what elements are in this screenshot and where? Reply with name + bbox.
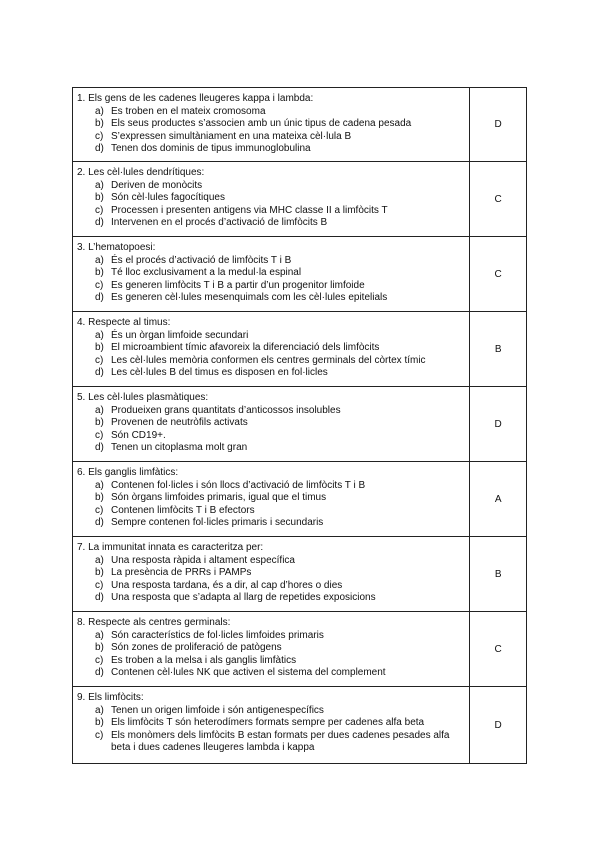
answer-cell: C: [470, 162, 527, 237]
option-letter: c): [95, 579, 104, 591]
option-item: [95, 180, 465, 193]
option-item: [95, 717, 465, 730]
answer-cell: A: [470, 462, 527, 537]
option-letter: c): [95, 729, 104, 741]
option-letter: a): [95, 704, 104, 716]
option-item: [95, 667, 465, 680]
option-item: [95, 205, 465, 218]
question-stem: 8. Respecte als centres germinals:: [77, 617, 231, 628]
option-letter: d): [95, 143, 104, 155]
option-letter: c): [95, 130, 104, 142]
option-list: [77, 255, 465, 305]
option-letter: a): [95, 105, 104, 117]
question-cell: [73, 387, 470, 462]
option-list: [77, 705, 465, 755]
option-text: Es generen limfòcits T i B a partir d’un progenitor limfoide: [111, 279, 365, 291]
option-text: Són CD19+.: [111, 429, 166, 441]
option-letter: d): [95, 367, 104, 379]
option-text: Sempre contenen fol·licles primaris i secundaris: [111, 517, 324, 529]
option-list: [77, 106, 465, 156]
option-text: Tenen dos dominis de tipus immunoglobulina: [111, 143, 311, 155]
question-row: [73, 88, 527, 162]
option-text: Es troben a la melsa i als ganglis limfàtics: [111, 654, 297, 666]
option-item: [95, 192, 465, 205]
option-text: Els limfòcits T són heterodímers formats sempre per cadenes alfa beta: [111, 717, 425, 729]
option-letter: b): [95, 492, 104, 504]
option-item: [95, 705, 465, 718]
question-stem: 6. Els ganglis limfàtics:: [77, 467, 179, 478]
question-cell: [73, 687, 470, 764]
option-item: [95, 442, 465, 455]
question-row: [73, 387, 527, 462]
option-text: Són cèl·lules fagocítiques: [111, 192, 225, 204]
option-list: [77, 480, 465, 530]
option-letter: c): [95, 204, 104, 216]
option-letter: c): [95, 654, 104, 666]
option-text: Tenen un citoplasma molt gran: [111, 442, 248, 454]
option-list: [77, 330, 465, 380]
option-letter: c): [95, 504, 104, 516]
option-letter: c): [95, 354, 104, 366]
question-cell: [73, 237, 470, 312]
option-item: [95, 492, 465, 505]
option-letter: b): [95, 717, 104, 729]
option-item: [95, 630, 465, 643]
question-stem: 9. Els limfòcits:: [77, 692, 144, 703]
question-stem: 4. Respecte al timus:: [77, 317, 171, 328]
answer-cell: D: [470, 687, 527, 764]
option-letter: d): [95, 517, 104, 529]
option-text: Produeixen grans quantitats d’anticossos insolubles: [111, 404, 341, 416]
option-item: [95, 355, 465, 368]
option-item: [95, 730, 465, 755]
option-text: Provenen de neutròfils activats: [111, 417, 248, 429]
question-row: [73, 312, 527, 387]
option-item: [95, 642, 465, 655]
option-item: [95, 567, 465, 580]
option-text: S’expressen simultàniament en una mateixa cèl·lula B: [111, 130, 352, 142]
question-stem: 3. L’hematopoesi:: [77, 242, 156, 253]
option-letter: c): [95, 279, 104, 291]
answer-cell: B: [470, 537, 527, 612]
question-cell: [73, 312, 470, 387]
option-text: Contenen cèl·lules NK que activen el sistema del complement: [111, 667, 386, 679]
option-letter: d): [95, 292, 104, 304]
question-row: [73, 237, 527, 312]
option-text: Contenen fol·licles i són llocs d’activació de limfòcits T i B: [111, 479, 366, 491]
quiz-table: [72, 87, 527, 764]
option-item: [95, 580, 465, 593]
option-letter: d): [95, 667, 104, 679]
option-text: Són característics de fol·licles limfoides primaris: [111, 629, 324, 641]
option-letter: a): [95, 179, 104, 191]
option-item: [95, 417, 465, 430]
option-text: Una resposta tardana, és a dir, al cap d’hores o dies: [111, 579, 343, 591]
option-text: Els monòmers dels limfòcits B estan formats per dues cadenes pesades alfa beta i dues cadenes lleugeres lambda i kappa: [111, 729, 450, 754]
option-text: Té lloc exclusivament a la medul·la espinal: [111, 267, 302, 279]
option-item: [95, 517, 465, 530]
option-text: És el procés d’activació de limfòcits T i B: [111, 254, 292, 266]
option-text: Els seus productes s’associen amb un únic tipus de cadena pesada: [111, 118, 412, 130]
option-item: [95, 143, 465, 156]
option-letter: b): [95, 567, 104, 579]
option-letter: c): [95, 429, 104, 441]
option-list: [77, 405, 465, 455]
question-stem: 2. Les cèl·lules dendrítiques:: [77, 167, 205, 178]
option-text: El microambient tímic afavoreix la diferenciació dels limfòcits: [111, 342, 380, 354]
option-item: [95, 342, 465, 355]
question-cell: [73, 612, 470, 687]
answer-cell: B: [470, 312, 527, 387]
option-text: Deriven de monòcits: [111, 179, 203, 191]
option-letter: b): [95, 342, 104, 354]
option-text: Són zones de proliferació de patògens: [111, 642, 282, 654]
option-letter: a): [95, 404, 104, 416]
question-stem: 7. La immunitat innata es caracteritza per:: [77, 542, 264, 553]
option-text: Contenen limfòcits T i B efectors: [111, 504, 255, 516]
question-stem: 5. Les cèl·lules plasmàtiques:: [77, 392, 209, 403]
option-item: [95, 118, 465, 131]
option-text: És un òrgan limfoide secundari: [111, 329, 249, 341]
question-row: [73, 162, 527, 237]
option-letter: a): [95, 479, 104, 491]
option-item: [95, 480, 465, 493]
option-item: [95, 292, 465, 305]
option-item: [95, 555, 465, 568]
question-row: [73, 537, 527, 612]
option-letter: b): [95, 417, 104, 429]
question-cell: [73, 88, 470, 162]
option-letter: d): [95, 217, 104, 229]
answer-cell: C: [470, 237, 527, 312]
option-letter: a): [95, 554, 104, 566]
option-item: [95, 655, 465, 668]
option-text: Són òrgans limfoides primaris, igual que el timus: [111, 492, 327, 504]
question-row: [73, 687, 527, 764]
answer-cell: D: [470, 88, 527, 162]
option-item: [95, 106, 465, 119]
option-letter: a): [95, 629, 104, 641]
question-row: [73, 462, 527, 537]
option-item: [95, 592, 465, 605]
option-list: [77, 555, 465, 605]
option-text: Es generen cèl·lules mesenquimals com les cèl·lules epitelials: [111, 292, 388, 304]
option-text: Es troben en el mateix cromosoma: [111, 105, 266, 117]
option-item: [95, 217, 465, 230]
option-letter: b): [95, 118, 104, 130]
answer-cell: D: [470, 387, 527, 462]
option-letter: d): [95, 442, 104, 454]
option-text: Tenen un origen limfoide i són antigenespecífics: [111, 704, 324, 716]
option-letter: b): [95, 267, 104, 279]
question-cell: [73, 162, 470, 237]
option-text: La presència de PRRs i PAMPs: [111, 567, 252, 579]
option-letter: a): [95, 329, 104, 341]
option-item: [95, 255, 465, 268]
option-text: Una resposta que s’adapta al llarg de repetides exposicions: [111, 592, 376, 604]
option-text: Intervenen en el procés d’activació de limfòcits B: [111, 217, 328, 229]
option-list: [77, 630, 465, 680]
option-text: Una resposta ràpida i altament específica: [111, 554, 295, 566]
option-letter: a): [95, 254, 104, 266]
option-item: [95, 267, 465, 280]
option-item: [95, 330, 465, 343]
question-cell: [73, 462, 470, 537]
option-letter: b): [95, 192, 104, 204]
option-text: Les cèl·lules B del timus es disposen en fol·licles: [111, 367, 328, 379]
option-text: Processen i presenten antigens via MHC classe II a limfòcits T: [111, 204, 388, 216]
option-item: [95, 505, 465, 518]
option-list: [77, 180, 465, 230]
option-item: [95, 430, 465, 443]
answer-cell: C: [470, 612, 527, 687]
question-stem: 1. Els gens de les cadenes lleugeres kappa i lambda:: [77, 93, 314, 104]
question-row: [73, 612, 527, 687]
question-cell: [73, 537, 470, 612]
option-item: [95, 280, 465, 293]
option-text: Les cèl·lules memòria conformen els centres germinals del còrtex tímic: [111, 354, 426, 366]
option-item: [95, 367, 465, 380]
option-letter: d): [95, 592, 104, 604]
option-item: [95, 131, 465, 144]
option-item: [95, 405, 465, 418]
option-letter: b): [95, 642, 104, 654]
